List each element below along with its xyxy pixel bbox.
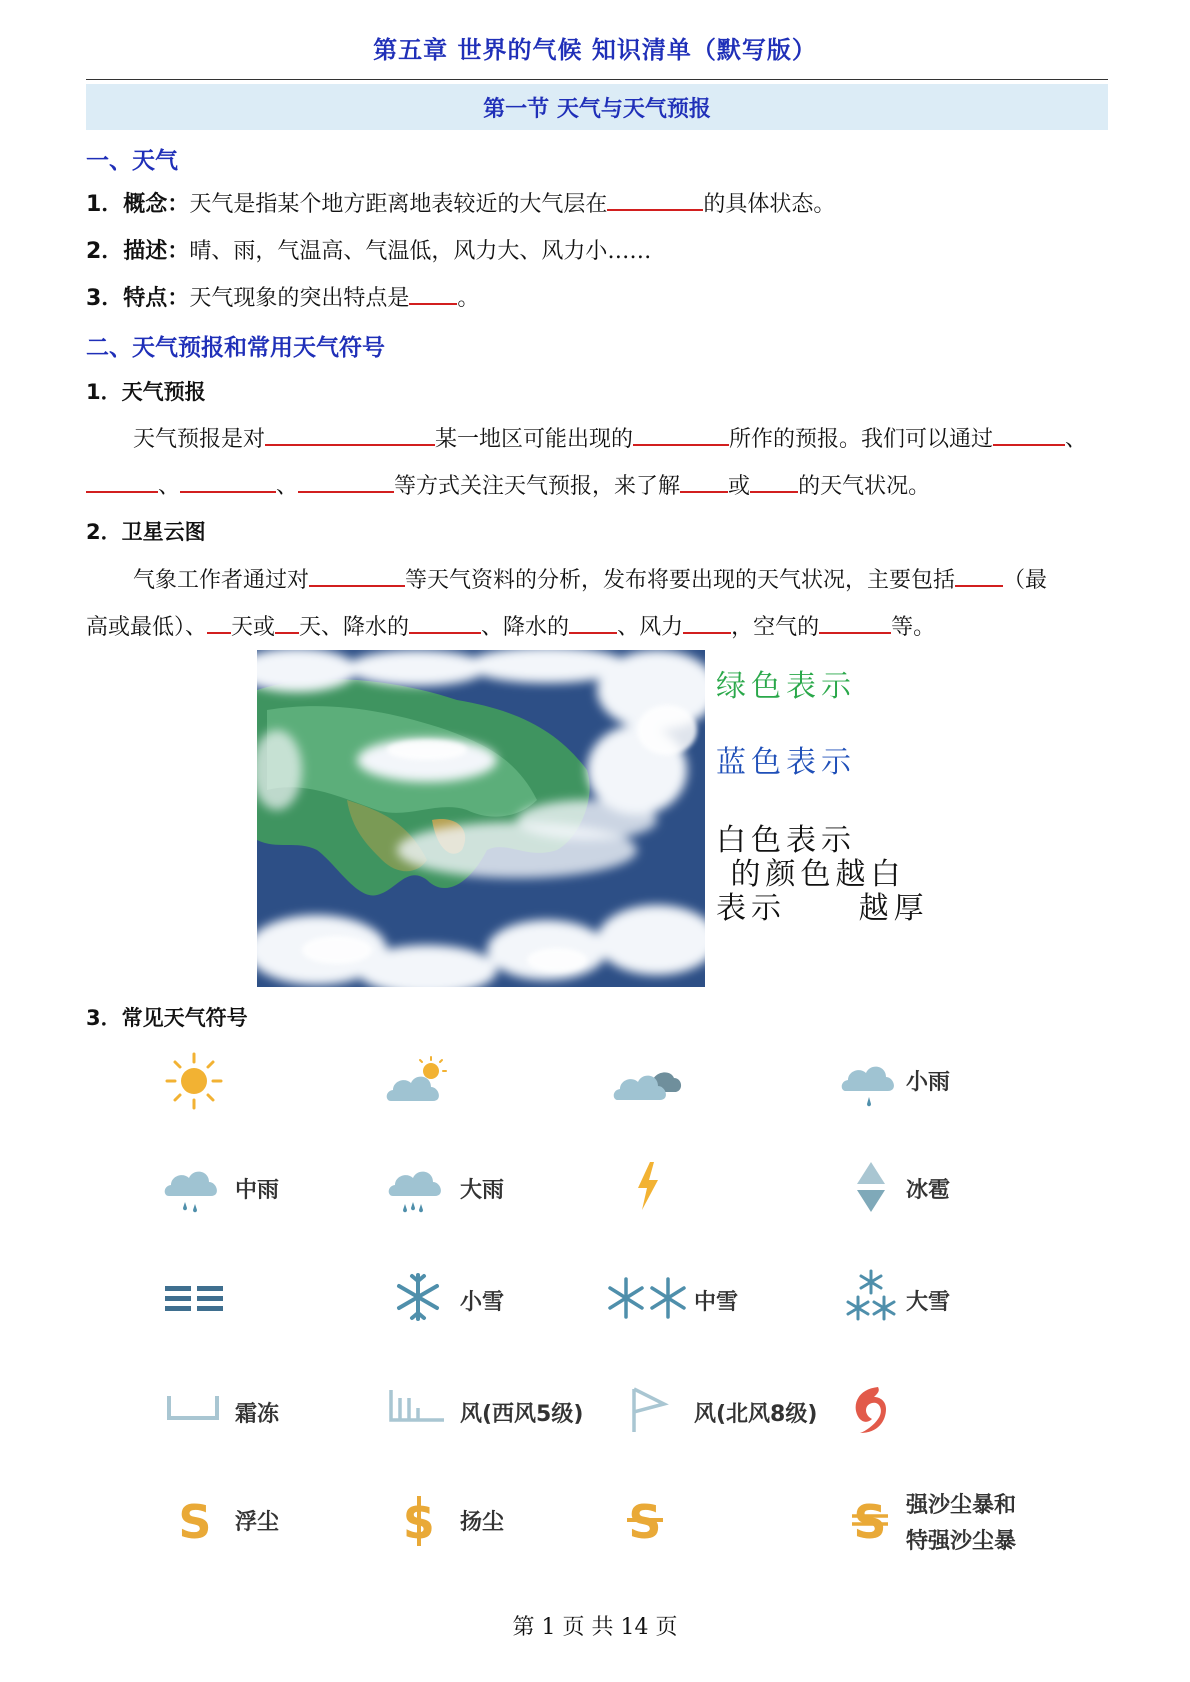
fill-blank[interactable]: [207, 610, 231, 634]
cloudy-icon: [612, 1058, 684, 1108]
fill-blank[interactable]: [993, 422, 1065, 446]
satellite-text: 、降水的: [481, 615, 570, 640]
fill-blank[interactable]: [409, 610, 481, 634]
section-title: 第一节 天气与天气预报: [483, 96, 711, 122]
west-wind-label: 风(西风5级): [460, 1402, 584, 1427]
symbols-heading: 3．常见天气符号: [86, 1006, 248, 1030]
legend-white-1: 白色表示: [716, 823, 856, 858]
light-snow-icon: [393, 1272, 443, 1326]
fill-blank[interactable]: [955, 563, 1003, 587]
forecast-text: 某一地区可能出现的: [435, 427, 634, 452]
fill-blank[interactable]: [265, 422, 435, 446]
fill-blank[interactable]: [409, 281, 457, 305]
title-divider: [86, 79, 1108, 80]
fill-blank[interactable]: [309, 563, 405, 587]
west-wind-icon: [388, 1388, 446, 1428]
describe-line: [86, 234, 651, 265]
forecast-heading: 1．天气预报: [86, 380, 206, 404]
concept-text-end: 的具体状态。: [703, 192, 836, 217]
forecast-text: 等方式关注天气预报，来了解: [394, 474, 681, 499]
light-rain-label: 小雨: [906, 1070, 951, 1095]
svg-text:S: S: [853, 1496, 887, 1544]
forecast-text: 的天气状况。: [798, 474, 931, 499]
comma: 、: [158, 474, 181, 499]
fill-blank[interactable]: [275, 610, 299, 634]
or-text: 或: [728, 474, 751, 499]
concept-line: [86, 187, 835, 218]
fill-blank[interactable]: [569, 610, 617, 634]
floating-dust-label: 浮尘: [235, 1510, 280, 1535]
frost-icon: [166, 1393, 220, 1427]
legend-white-2: 的颜色越白: [716, 857, 906, 892]
concept-text: 天气是指某个地方距离地表较近的大气层在: [189, 192, 608, 217]
comma: 、: [1065, 427, 1088, 452]
satellite-text: 高或最低）、: [86, 615, 208, 640]
feature-text-end: 。: [457, 286, 480, 311]
severe-sandstorm-label-2: 特强沙尘暴: [906, 1529, 1017, 1554]
moderate-snow-label: 中雪: [694, 1290, 739, 1315]
svg-text:S: S: [628, 1496, 662, 1544]
satellite-text: 天或: [231, 615, 276, 640]
frost-label: 霜冻: [235, 1402, 280, 1427]
forecast-text: 所作的预报。我们可以通过: [729, 427, 994, 452]
blowing-dust-label: 扬尘: [460, 1510, 505, 1535]
satellite-cloud-image: [257, 650, 705, 987]
fill-blank[interactable]: [750, 469, 798, 493]
fill-blank[interactable]: [180, 469, 276, 493]
legend-white-3: 表示 越厚: [716, 891, 929, 926]
floating-dust-icon: [175, 1496, 215, 1548]
forecast-line-1: [133, 422, 1087, 453]
heading-weather: 一、天气: [86, 148, 178, 174]
fill-blank[interactable]: [683, 610, 731, 634]
legend-green: 绿色表示: [716, 669, 856, 704]
blowing-dust-icon: [399, 1494, 439, 1552]
page-number: 第 1 页 共 14 页: [512, 1615, 678, 1640]
satellite-text: 天、降水的: [299, 615, 410, 640]
satellite-line-2: [86, 610, 935, 641]
satellite-line-1: [133, 563, 1047, 594]
svg-text:S: S: [403, 1498, 435, 1548]
forecast-line-2: [86, 469, 930, 500]
satellite-text: 、风力: [617, 615, 684, 640]
heading-forecast-symbols: 二、天气预报和常用天气符号: [86, 335, 385, 361]
satellite-text: （最: [1003, 568, 1048, 593]
moderate-rain-icon: [163, 1160, 225, 1224]
hail-icon: [855, 1160, 887, 1218]
describe-label: 2．描述：: [86, 239, 190, 264]
moderate-snow-icon: [606, 1276, 690, 1324]
heavy-snow-icon: [843, 1268, 899, 1328]
partly-cloudy-icon: [385, 1055, 449, 1111]
north-wind-label: 风(北风8级): [694, 1402, 818, 1427]
severe-sandstorm-label-1: 强沙尘暴和: [906, 1493, 1017, 1518]
hail-label: 冰雹: [906, 1178, 951, 1203]
typhoon-icon: [852, 1385, 888, 1439]
severe-sandstorm-icon: [850, 1496, 890, 1548]
fill-blank[interactable]: [819, 610, 891, 634]
light-rain-icon: [840, 1055, 900, 1119]
satellite-heading: 2．卫星云图: [86, 520, 206, 544]
satellite-text: 等天气资料的分析，发布将要出现的天气状况，主要包括: [405, 568, 956, 593]
svg-text:S: S: [178, 1496, 212, 1544]
comma: 、: [276, 474, 299, 499]
fill-blank[interactable]: [86, 469, 158, 493]
fill-blank[interactable]: [607, 187, 703, 211]
satellite-text: 等。: [891, 615, 936, 640]
heavy-rain-icon: [387, 1160, 449, 1224]
north-wind-icon: [630, 1386, 670, 1438]
feature-line: [86, 281, 479, 312]
section-title-bar: [86, 84, 1108, 130]
fill-blank[interactable]: [633, 422, 729, 446]
fill-blank[interactable]: [680, 469, 728, 493]
concept-label: 1．概念：: [86, 192, 190, 217]
lightning-icon: [632, 1160, 662, 1216]
satellite-text: ，空气的: [731, 615, 820, 640]
fill-blank[interactable]: [298, 469, 394, 493]
sunny-icon: [163, 1050, 225, 1116]
heavy-snow-label: 大雪: [906, 1290, 951, 1315]
feature-text: 天气现象的突出特点是: [189, 286, 410, 311]
feature-label: 3．特点：: [86, 286, 190, 311]
fog-icon: [163, 1284, 225, 1318]
forecast-text: 天气预报是对: [133, 427, 266, 452]
document-title: 第五章 世界的气候 知识清单（默写版）: [373, 36, 817, 64]
heavy-rain-label: 大雨: [460, 1178, 505, 1203]
legend-blue: 蓝色表示: [716, 745, 856, 780]
moderate-rain-label: 中雨: [235, 1178, 280, 1203]
light-snow-label: 小雪: [460, 1290, 505, 1315]
satellite-text: 气象工作者通过对: [133, 568, 310, 593]
describe-text: 晴、雨，气温高、气温低，风力大、风力小……: [189, 239, 652, 264]
sandstorm-icon: [625, 1496, 665, 1548]
